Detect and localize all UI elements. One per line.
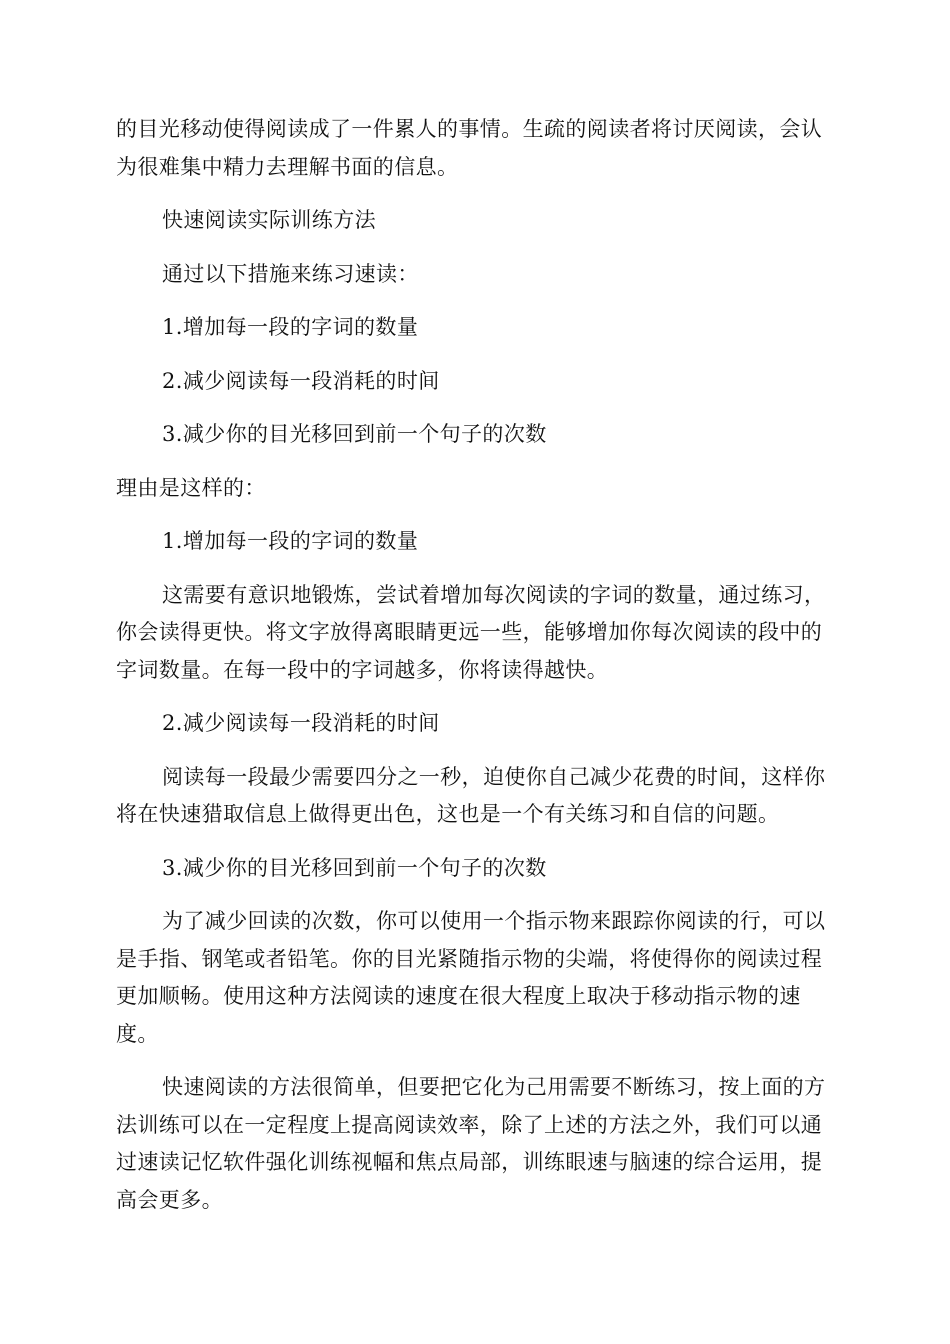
document-body bbox=[116, 111, 832, 1219]
subheading-1: 1.增加每一段的字词的数量 bbox=[162, 529, 419, 553]
list-item-3: 3.减少你的目光移回到前一个句子的次数 bbox=[162, 422, 547, 446]
list-item-1: 1.增加每一段的字词的数量 bbox=[162, 315, 419, 339]
paragraph-continuation: 的目光移动使得阅读成了一件累人的事情。生疏的阅读者将讨厌阅读，会认为很难集中精力去理解书面的信息。 bbox=[116, 117, 823, 179]
paragraph-intro: 通过以下措施来练习速读： bbox=[162, 261, 419, 286]
section-heading: 快速阅读实际训练方法 bbox=[162, 208, 376, 232]
paragraph-reason: 理由是这样的： bbox=[116, 475, 266, 500]
paragraph-explain-3: 为了减少回读的次数，你可以使用一个指示物来跟踪你阅读的行，可以是手指、钢笔或者铅笔。你的目光紧随指示物的尖端，将使得你的阅读过程更加顺畅。使用这种方法阅读的速度在很大程度上取决于移动指示物的速度。 bbox=[116, 909, 826, 1046]
paragraph-conclusion: 快速阅读的方法很简单，但要把它化为己用需要不断练习，按上面的方法训练可以在一定程度上提高阅读效率，除了上述的方法之外，我们可以通过速读记忆软件强化训练视幅和焦点局部，训练眼速与脑速的综合运用，提高会更多。 bbox=[116, 1075, 826, 1212]
subheading-2: 2.减少阅读每一段消耗的时间 bbox=[162, 711, 440, 735]
subheading-3: 3.减少你的目光移回到前一个句子的次数 bbox=[162, 855, 547, 880]
paragraph-explain-2: 阅读每一段最少需要四分之一秒，迫使你自己减少花费的时间，这样你将在快速猎取信息上做得更出色，这也是一个有关练习和自信的问题。 bbox=[116, 764, 826, 826]
list-item-2: 2.减少阅读每一段消耗的时间 bbox=[162, 368, 440, 393]
paragraph-explain-1: 这需要有意识地锻炼，尝试着增加每次阅读的字词的数量，通过练习，你会读得更快。将文字放得离眼睛更远一些，能够增加你每次阅读的段中的字词数量。在每一段中的字词越多，你将读得越快。 bbox=[116, 582, 826, 682]
